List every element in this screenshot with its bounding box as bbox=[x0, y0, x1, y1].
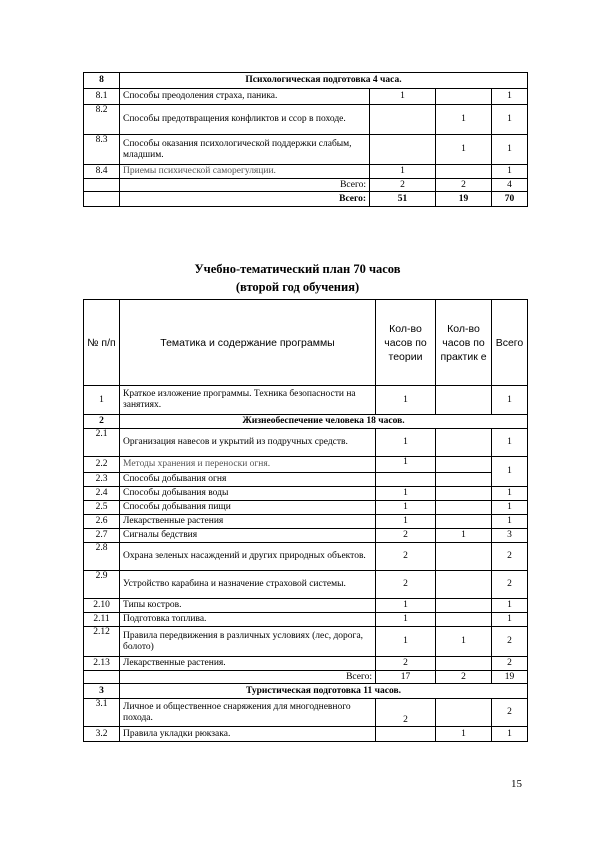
row-total: 1 bbox=[492, 487, 528, 501]
row-topic: Методы хранения и переноски огня. bbox=[120, 457, 376, 473]
row-total: 1 bbox=[492, 515, 528, 529]
row-topic: Подготовка топлива. bbox=[120, 613, 376, 627]
table-row bbox=[84, 135, 528, 165]
row-practice: 1 bbox=[436, 529, 492, 543]
row-num: 2.8 bbox=[84, 543, 120, 571]
grand-total-total: 70 bbox=[492, 192, 528, 207]
table-row bbox=[84, 89, 528, 105]
section-title: Жизнеобеспечение человека 18 часов. bbox=[120, 415, 528, 429]
row-num: 8.1 bbox=[84, 89, 120, 105]
grand-total-practice: 19 bbox=[436, 192, 492, 207]
row-practice bbox=[436, 613, 492, 627]
row-theory bbox=[370, 135, 436, 165]
row-topic: Личное и общественное снаряжения для многодневного похода. bbox=[120, 699, 376, 727]
section-row bbox=[84, 415, 528, 429]
row-practice bbox=[436, 599, 492, 613]
row-theory: 1 bbox=[376, 627, 436, 657]
row-theory: 1 bbox=[376, 429, 436, 457]
table-row bbox=[84, 699, 528, 727]
row-practice bbox=[436, 571, 492, 599]
table-row bbox=[84, 429, 528, 457]
table-row bbox=[84, 529, 528, 543]
empty-cell bbox=[84, 179, 120, 192]
row-num: 2.7 bbox=[84, 529, 120, 543]
section-num: 3 bbox=[84, 684, 120, 699]
row-theory: 1 bbox=[376, 501, 436, 515]
table-row bbox=[84, 487, 528, 501]
section-num: 2 bbox=[84, 415, 120, 429]
section-title: Туристическая подготовка 11 часов. bbox=[120, 684, 528, 699]
table-row bbox=[84, 501, 528, 515]
row-theory: 2 bbox=[376, 543, 436, 571]
row-theory: 1 bbox=[376, 613, 436, 627]
row-num: 3.1 bbox=[84, 699, 120, 727]
row-theory bbox=[370, 105, 436, 135]
row-practice bbox=[436, 515, 492, 529]
row-practice bbox=[436, 699, 492, 727]
row-num: 2.12 bbox=[84, 627, 120, 657]
row-practice bbox=[436, 657, 492, 671]
empty-cell bbox=[84, 192, 120, 207]
empty-cell bbox=[376, 473, 436, 487]
row-total: 1 bbox=[492, 457, 528, 487]
row-total: 2 bbox=[492, 571, 528, 599]
row-topic: Способы добывания воды bbox=[120, 487, 376, 501]
row-num: 3.2 bbox=[84, 727, 120, 742]
row-topic: Организация навесов и укрытий из подручных средств. bbox=[120, 429, 376, 457]
table-row bbox=[84, 515, 528, 529]
subtotal-practice: 2 bbox=[436, 179, 492, 192]
section-title: Психологическая подготовка 4 часа. bbox=[120, 73, 528, 89]
header-practice: Кол-во часов по практик е bbox=[436, 300, 492, 386]
row-theory: 1 bbox=[370, 89, 436, 105]
row-practice bbox=[436, 543, 492, 571]
row-total: 1 bbox=[492, 429, 528, 457]
row-theory: 2 bbox=[376, 529, 436, 543]
row-topic: Способы добывания огня bbox=[120, 473, 376, 487]
table-row bbox=[84, 105, 528, 135]
row-num: 2.6 bbox=[84, 515, 120, 529]
row-practice bbox=[436, 487, 492, 501]
row-total: 1 bbox=[492, 501, 528, 515]
row-theory: 1 bbox=[376, 386, 436, 415]
row-theory: 2 bbox=[376, 571, 436, 599]
row-total: 1 bbox=[492, 386, 528, 415]
row-topic: Лекарственные растения bbox=[120, 515, 376, 529]
table-row bbox=[84, 727, 528, 742]
row-topic: Приемы психической саморегуляции. bbox=[120, 165, 370, 179]
row-topic: Сигналы бедствия bbox=[120, 529, 376, 543]
row-theory: 1 bbox=[376, 457, 436, 473]
table-row bbox=[84, 386, 528, 415]
row-num: 2.9 bbox=[84, 571, 120, 599]
table-row bbox=[84, 543, 528, 571]
row-num: 2.1 bbox=[84, 429, 120, 457]
page-number: 15 bbox=[511, 778, 522, 790]
table-row bbox=[84, 627, 528, 657]
table-row bbox=[84, 457, 528, 473]
plan-title: Учебно-тематический план 70 часов bbox=[194, 262, 401, 276]
empty-cell bbox=[436, 457, 492, 473]
table-row bbox=[84, 165, 528, 179]
subtotal-label: Всего: bbox=[120, 671, 376, 684]
header-topic: Тематика и содержание программы bbox=[120, 300, 376, 386]
row-total: 1 bbox=[492, 165, 528, 179]
section-row bbox=[84, 73, 528, 89]
table-psych-prep bbox=[83, 72, 528, 207]
row-practice: 1 bbox=[436, 135, 492, 165]
plan-subtitle: (второй год обучения) bbox=[235, 280, 360, 294]
row-topic: Способы добывания пищи bbox=[120, 501, 376, 515]
subtotal-label: Всего: bbox=[120, 179, 370, 192]
subtotal-row bbox=[84, 671, 528, 684]
subtotal-practice: 2 bbox=[436, 671, 492, 684]
row-total: 1 bbox=[492, 599, 528, 613]
row-total: 1 bbox=[492, 89, 528, 105]
row-total: 1 bbox=[492, 613, 528, 627]
table-row bbox=[84, 571, 528, 599]
empty-cell bbox=[436, 473, 492, 487]
row-num: 2.11 bbox=[84, 613, 120, 627]
table-row bbox=[84, 599, 528, 613]
row-topic: Типы костров. bbox=[120, 599, 376, 613]
table-row bbox=[84, 613, 528, 627]
row-topic: Правила передвижения в различных условиях (лес, дорога, болото) bbox=[120, 627, 376, 657]
row-practice bbox=[436, 429, 492, 457]
row-theory: 1 bbox=[376, 487, 436, 501]
row-topic: Способы оказания психологической поддержки слабым, младшим. bbox=[120, 135, 370, 165]
row-theory: 2 bbox=[376, 657, 436, 671]
row-topic: Способы предотвращения конфликтов и ссор в походе. bbox=[120, 105, 370, 135]
row-theory: 1 bbox=[376, 515, 436, 529]
row-total: 2 bbox=[492, 627, 528, 657]
row-total: 1 bbox=[492, 727, 528, 742]
row-num: 8.3 bbox=[84, 135, 120, 165]
row-num: 2.5 bbox=[84, 501, 120, 515]
row-total: 3 bbox=[492, 529, 528, 543]
row-num: 2.2 bbox=[84, 457, 120, 473]
grand-total-row bbox=[84, 192, 528, 207]
row-practice bbox=[436, 165, 492, 179]
grand-total-theory: 51 bbox=[370, 192, 436, 207]
row-practice bbox=[436, 501, 492, 515]
subtotal-total: 4 bbox=[492, 179, 528, 192]
row-topic: Способы преодоления страха, паника. bbox=[120, 89, 370, 105]
row-total: 1 bbox=[492, 105, 528, 135]
row-topic: Устройство карабина и назначение страховой системы. bbox=[120, 571, 376, 599]
header-theory: Кол-во часов по теории bbox=[376, 300, 436, 386]
table-study-plan bbox=[83, 299, 528, 742]
header-num: № п/п bbox=[84, 300, 120, 386]
row-num: 2.10 bbox=[84, 599, 120, 613]
row-topic: Правила укладки рюкзака. bbox=[120, 727, 376, 742]
row-total: 2 bbox=[492, 699, 528, 727]
table-row bbox=[84, 657, 528, 671]
row-num: 2.3 bbox=[84, 473, 120, 487]
subtotal-theory: 2 bbox=[370, 179, 436, 192]
section-row bbox=[84, 684, 528, 699]
subtotal-total: 19 bbox=[492, 671, 528, 684]
row-theory: 2 bbox=[376, 699, 436, 727]
row-theory bbox=[376, 727, 436, 742]
row-num: 8.4 bbox=[84, 165, 120, 179]
section-num: 8 bbox=[84, 73, 120, 89]
row-practice: 1 bbox=[436, 105, 492, 135]
row-theory: 1 bbox=[376, 599, 436, 613]
row-topic: Охрана зеленых насаждений и других природных объектов. bbox=[120, 543, 376, 571]
row-practice: 1 bbox=[436, 627, 492, 657]
row-practice bbox=[436, 89, 492, 105]
row-total: 1 bbox=[492, 135, 528, 165]
header-total: Всего bbox=[492, 300, 528, 386]
subtotal-row bbox=[84, 179, 528, 192]
table-row bbox=[84, 473, 528, 487]
subtotal-theory: 17 bbox=[376, 671, 436, 684]
empty-cell bbox=[84, 671, 120, 684]
header-row bbox=[84, 300, 528, 386]
row-topic: Лекарственные растения. bbox=[120, 657, 376, 671]
grand-total-label: Всего: bbox=[120, 192, 370, 207]
row-num: 8.2 bbox=[84, 105, 120, 135]
row-practice: 1 bbox=[436, 727, 492, 742]
row-num: 2.4 bbox=[84, 487, 120, 501]
row-theory: 1 bbox=[370, 165, 436, 179]
row-practice bbox=[436, 386, 492, 415]
row-num: 2.13 bbox=[84, 657, 120, 671]
row-total: 2 bbox=[492, 543, 528, 571]
row-topic: Краткое изложение программы. Техника безопасности на занятиях. bbox=[120, 386, 376, 415]
row-num: 1 bbox=[84, 386, 120, 415]
row-total: 2 bbox=[492, 657, 528, 671]
